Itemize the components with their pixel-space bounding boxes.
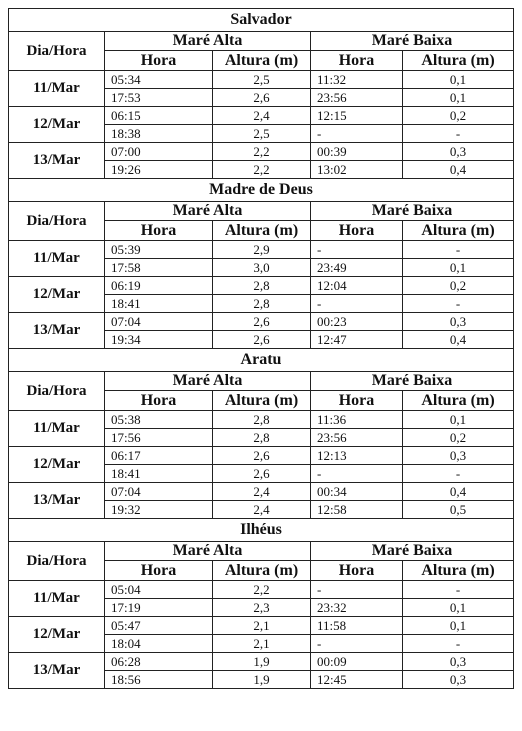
alta-altura-cell: 2,4: [213, 107, 311, 125]
day-label: 12/Mar: [9, 277, 105, 313]
baixa-altura-cell: -: [403, 635, 514, 653]
header-row: [9, 202, 514, 221]
alta-hora-cell: 18:04: [105, 635, 213, 653]
baixa-altura-cell: -: [403, 241, 514, 259]
day-label: 11/Mar: [9, 241, 105, 277]
baixa-hora-cell: 12:04: [311, 277, 403, 295]
alta-altura-cell: 2,2: [213, 143, 311, 161]
alta-hora-cell: 06:17: [105, 447, 213, 465]
alta-hora-cell: 06:19: [105, 277, 213, 295]
baixa-hora-cell: 00:34: [311, 483, 403, 501]
alta-hora-cell: 05:47: [105, 617, 213, 635]
baixa-hora-cell: 00:09: [311, 653, 403, 671]
alta-altura-cell: 2,4: [213, 501, 311, 519]
baixa-hora-cell: 12:47: [311, 331, 403, 349]
alta-altura-cell: 2,6: [213, 89, 311, 107]
table-row: [9, 411, 514, 429]
alta-altura-cell: 2,6: [213, 447, 311, 465]
alta-altura-cell: 2,2: [213, 161, 311, 179]
table-row: [9, 241, 514, 259]
hora-header: Hora: [311, 51, 403, 71]
location-row: [9, 519, 514, 542]
baixa-hora-cell: -: [311, 465, 403, 483]
alta-hora-cell: 19:34: [105, 331, 213, 349]
table-row: [9, 313, 514, 331]
baixa-altura-cell: -: [403, 465, 514, 483]
baixa-hora-cell: 12:58: [311, 501, 403, 519]
baixa-hora-cell: -: [311, 241, 403, 259]
baixa-hora-cell: 23:32: [311, 599, 403, 617]
alta-altura-cell: 3,0: [213, 259, 311, 277]
alta-altura-cell: 2,5: [213, 125, 311, 143]
day-label: 13/Mar: [9, 653, 105, 689]
altura-header: Altura (m): [213, 391, 311, 411]
baixa-hora-cell: 13:02: [311, 161, 403, 179]
altura-header: Altura (m): [403, 221, 514, 241]
alta-altura-cell: 2,1: [213, 635, 311, 653]
mare-alta-header: Maré Alta: [105, 32, 311, 51]
baixa-hora-cell: -: [311, 581, 403, 599]
baixa-hora-cell: 12:13: [311, 447, 403, 465]
header-row: [9, 32, 514, 51]
baixa-hora-cell: -: [311, 295, 403, 313]
day-label: 12/Mar: [9, 107, 105, 143]
baixa-hora-cell: -: [311, 125, 403, 143]
day-label: 12/Mar: [9, 447, 105, 483]
baixa-altura-cell: 0,5: [403, 501, 514, 519]
altura-header: Altura (m): [213, 561, 311, 581]
baixa-altura-cell: -: [403, 125, 514, 143]
alta-hora-cell: 05:34: [105, 71, 213, 89]
baixa-altura-cell: 0,1: [403, 599, 514, 617]
day-label: 13/Mar: [9, 483, 105, 519]
alta-altura-cell: 2,8: [213, 429, 311, 447]
baixa-hora-cell: 00:39: [311, 143, 403, 161]
location-name: Madre de Deus: [9, 179, 514, 202]
baixa-altura-cell: 0,2: [403, 107, 514, 125]
table-row: [9, 581, 514, 599]
location-row: [9, 349, 514, 372]
alta-altura-cell: 2,5: [213, 71, 311, 89]
alta-hora-cell: 05:04: [105, 581, 213, 599]
alta-altura-cell: 2,6: [213, 313, 311, 331]
altura-header: Altura (m): [403, 391, 514, 411]
header-row: [9, 542, 514, 561]
baixa-altura-cell: 0,2: [403, 429, 514, 447]
alta-hora-cell: 17:56: [105, 429, 213, 447]
baixa-hora-cell: 11:36: [311, 411, 403, 429]
hora-header: Hora: [105, 221, 213, 241]
baixa-altura-cell: 0,1: [403, 617, 514, 635]
baixa-altura-cell: 0,2: [403, 277, 514, 295]
hora-header: Hora: [105, 561, 213, 581]
baixa-hora-cell: -: [311, 635, 403, 653]
table-row: [9, 277, 514, 295]
mare-baixa-header: Maré Baixa: [311, 202, 514, 221]
tide-table-container: [8, 8, 513, 689]
baixa-altura-cell: 0,3: [403, 313, 514, 331]
dia-hora-header: Dia/Hora: [9, 542, 105, 581]
tide-table-body: [9, 9, 514, 689]
tide-table: [8, 8, 514, 689]
location-row: [9, 9, 514, 32]
baixa-altura-cell: 0,3: [403, 653, 514, 671]
mare-baixa-header: Maré Baixa: [311, 372, 514, 391]
day-label: 11/Mar: [9, 71, 105, 107]
table-row: [9, 617, 514, 635]
day-label: 11/Mar: [9, 411, 105, 447]
alta-altura-cell: 2,6: [213, 465, 311, 483]
baixa-hora-cell: 00:23: [311, 313, 403, 331]
hora-header: Hora: [311, 221, 403, 241]
alta-hora-cell: 17:58: [105, 259, 213, 277]
table-row: [9, 653, 514, 671]
location-name: Ilhéus: [9, 519, 514, 542]
alta-altura-cell: 2,9: [213, 241, 311, 259]
baixa-altura-cell: 0,3: [403, 447, 514, 465]
mare-alta-header: Maré Alta: [105, 372, 311, 391]
location-name: Aratu: [9, 349, 514, 372]
baixa-hora-cell: 12:45: [311, 671, 403, 689]
alta-hora-cell: 05:39: [105, 241, 213, 259]
mare-baixa-header: Maré Baixa: [311, 32, 514, 51]
baixa-altura-cell: 0,1: [403, 71, 514, 89]
alta-hora-cell: 17:53: [105, 89, 213, 107]
mare-alta-header: Maré Alta: [105, 542, 311, 561]
alta-hora-cell: 17:19: [105, 599, 213, 617]
mare-baixa-header: Maré Baixa: [311, 542, 514, 561]
table-row: [9, 107, 514, 125]
dia-hora-header: Dia/Hora: [9, 202, 105, 241]
alta-hora-cell: 07:04: [105, 483, 213, 501]
alta-hora-cell: 19:26: [105, 161, 213, 179]
location-name: Salvador: [9, 9, 514, 32]
day-label: 13/Mar: [9, 143, 105, 179]
alta-hora-cell: 18:56: [105, 671, 213, 689]
baixa-hora-cell: 11:58: [311, 617, 403, 635]
alta-hora-cell: 05:38: [105, 411, 213, 429]
hora-header: Hora: [311, 391, 403, 411]
alta-altura-cell: 1,9: [213, 653, 311, 671]
baixa-altura-cell: -: [403, 295, 514, 313]
baixa-altura-cell: 0,4: [403, 331, 514, 349]
altura-header: Altura (m): [403, 51, 514, 71]
baixa-hora-cell: 23:56: [311, 429, 403, 447]
baixa-altura-cell: 0,1: [403, 259, 514, 277]
day-label: 13/Mar: [9, 313, 105, 349]
baixa-altura-cell: 0,3: [403, 671, 514, 689]
alta-hora-cell: 07:00: [105, 143, 213, 161]
table-row: [9, 71, 514, 89]
alta-hora-cell: 06:28: [105, 653, 213, 671]
table-row: [9, 483, 514, 501]
alta-altura-cell: 2,6: [213, 331, 311, 349]
alta-hora-cell: 18:38: [105, 125, 213, 143]
alta-altura-cell: 2,8: [213, 295, 311, 313]
day-label: 11/Mar: [9, 581, 105, 617]
dia-hora-header: Dia/Hora: [9, 32, 105, 71]
day-label: 12/Mar: [9, 617, 105, 653]
baixa-altura-cell: 0,4: [403, 161, 514, 179]
alta-altura-cell: 2,2: [213, 581, 311, 599]
alta-altura-cell: 2,8: [213, 411, 311, 429]
alta-altura-cell: 2,1: [213, 617, 311, 635]
baixa-altura-cell: 0,1: [403, 89, 514, 107]
baixa-altura-cell: 0,4: [403, 483, 514, 501]
baixa-hora-cell: 23:56: [311, 89, 403, 107]
baixa-altura-cell: -: [403, 581, 514, 599]
alta-hora-cell: 18:41: [105, 465, 213, 483]
alta-hora-cell: 19:32: [105, 501, 213, 519]
table-row: [9, 143, 514, 161]
alta-hora-cell: 18:41: [105, 295, 213, 313]
baixa-hora-cell: 12:15: [311, 107, 403, 125]
hora-header: Hora: [105, 51, 213, 71]
hora-header: Hora: [311, 561, 403, 581]
altura-header: Altura (m): [213, 51, 311, 71]
hora-header: Hora: [105, 391, 213, 411]
alta-altura-cell: 2,4: [213, 483, 311, 501]
table-row: [9, 447, 514, 465]
dia-hora-header: Dia/Hora: [9, 372, 105, 411]
header-row: [9, 372, 514, 391]
baixa-altura-cell: 0,1: [403, 411, 514, 429]
alta-hora-cell: 06:15: [105, 107, 213, 125]
baixa-hora-cell: 11:32: [311, 71, 403, 89]
location-row: [9, 179, 514, 202]
alta-altura-cell: 2,3: [213, 599, 311, 617]
altura-header: Altura (m): [403, 561, 514, 581]
mare-alta-header: Maré Alta: [105, 202, 311, 221]
alta-hora-cell: 07:04: [105, 313, 213, 331]
baixa-hora-cell: 23:49: [311, 259, 403, 277]
baixa-altura-cell: 0,3: [403, 143, 514, 161]
altura-header: Altura (m): [213, 221, 311, 241]
alta-altura-cell: 1,9: [213, 671, 311, 689]
alta-altura-cell: 2,8: [213, 277, 311, 295]
